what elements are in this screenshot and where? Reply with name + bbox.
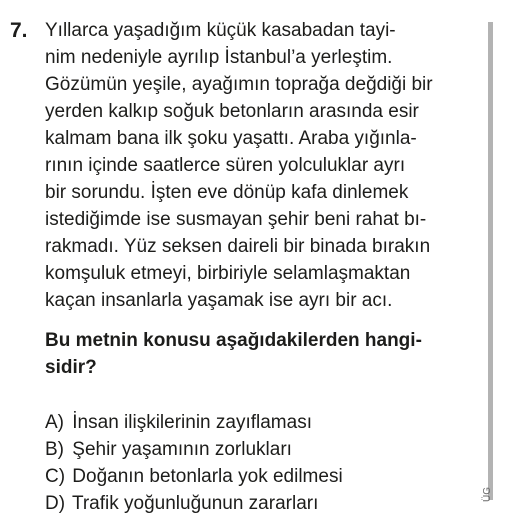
passage-line: kalmam bana ilk şoku yaşattı. Araba yığınla- [45,128,417,149]
passage-line: yerden kalkıp soğuk betonların arasında esir [45,101,419,122]
option-letter: D) [45,493,66,514]
passage-line: Yıllarca yaşadığım küçük kasabadan tayi- [45,20,396,41]
option-letter: A) [45,412,64,433]
option-text: Şehir yaşamının zorlukları [72,439,292,460]
option-letter: C) [45,466,66,487]
question-passage [45,17,475,314]
option-text: Doğanın betonlarla yok edilmesi [72,466,343,487]
option-letter: B) [45,439,64,460]
passage-line: rının içinde saatlerce süren yolculuklar ayrı [45,155,406,176]
option-text: İnsan ilişkilerinin zayıflaması [72,412,312,433]
passage-line: kaçan insanlarla yaşamak ise ayrı bir acı. [45,290,393,311]
question-stem [45,327,422,381]
option-b[interactable] [45,436,343,463]
page-side-mark: ÜG [482,487,493,502]
stem-line: sidir? [45,357,97,378]
option-d[interactable] [45,490,343,517]
passage-line: rakmadı. Yüz seksen daireli bir binada bırakın [45,236,431,257]
passage-line: komşuluk etmeyi, birbiriyle selamlaşmaktan [45,263,411,284]
answer-options [45,409,343,517]
option-c[interactable] [45,463,343,490]
passage-line: bir sorundu. İşten eve dönüp kafa dinlemek [45,182,409,203]
question-number: 7. [10,19,28,42]
passage-line: Gözümün yeşile, ayağımın toprağa değdiği bir [45,74,433,95]
passage-line: istediğimde ise susmayan şehir beni rahat bı- [45,209,427,230]
passage-line: nim nedeniyle ayrılıp İstanbul’a yerleştim. [45,47,393,68]
stem-line: Bu metnin konusu aşağıdakilerden hangi- [45,330,422,351]
page-margin-bar [488,22,493,500]
option-text: Trafik yoğunluğunun zararları [71,493,319,514]
option-a[interactable] [45,409,343,436]
